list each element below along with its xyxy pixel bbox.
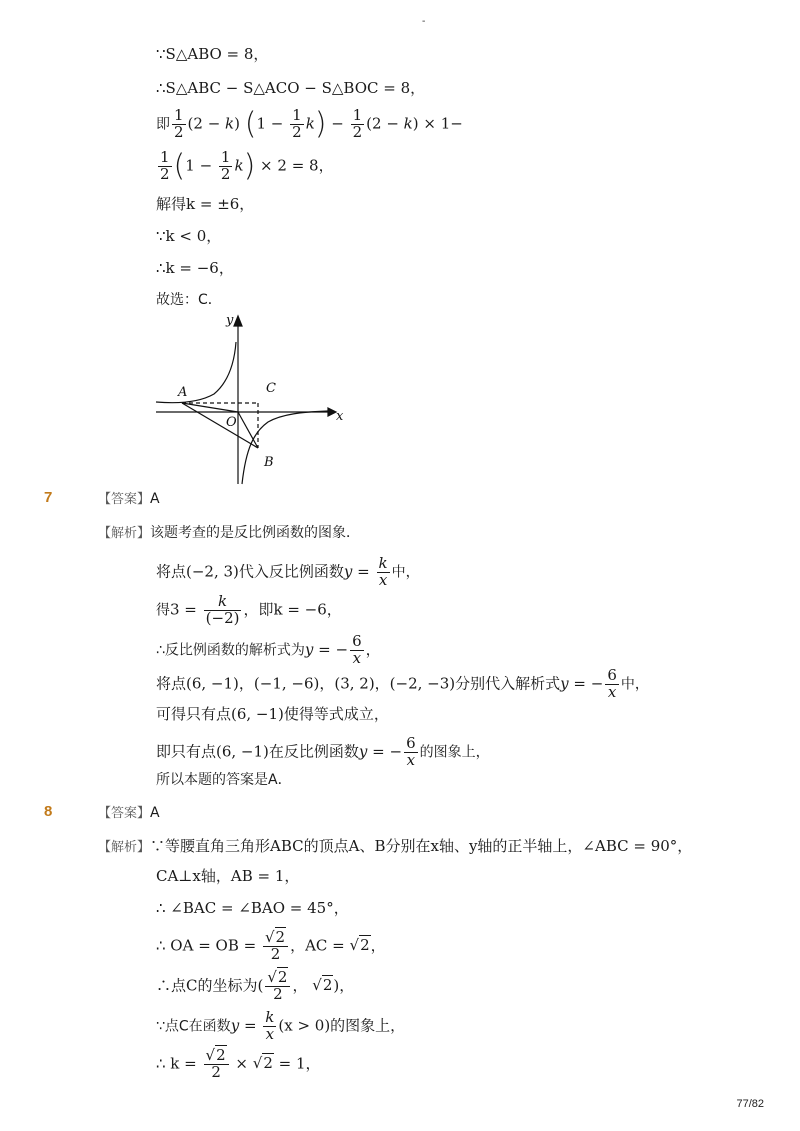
label-a: A	[178, 385, 188, 400]
q6-line-4: $\frac{1}{2}$ (1 − $\frac{1}{2}$ k) × 2 = 8，	[160, 148, 334, 184]
question-number-8: 8	[44, 803, 53, 820]
q7-analysis-tag: 【解析】	[98, 526, 151, 541]
q7-step-7: 所以本题的答案是A．	[156, 772, 292, 788]
q8-answer: A	[150, 805, 160, 821]
label-x: x	[336, 409, 344, 424]
q7-step-1: 将点(−2, 3)代入反比例函数y = $\frac{k}{x}$ 中，	[156, 554, 420, 589]
q6-line-1: ∵S△ABO = 8，	[156, 45, 269, 63]
q6-line-3-prefix: 即	[156, 116, 170, 133]
q8-step-2: CA⊥x轴，AB = 1，	[156, 867, 300, 885]
page-number: 77/82	[736, 1098, 764, 1110]
q8-analysis-tag: 【解析】	[98, 840, 151, 855]
q7-step-5: 可得只有点(6, −1)使得等式成立，	[156, 705, 389, 723]
q6-line-6: ∵k < 0，	[156, 227, 222, 245]
q6-line-7: ∴k = −6，	[156, 259, 234, 277]
x-axis-arrow	[328, 408, 336, 416]
q8-step-7: ∴ k = $\frac{√2}{2}$ × √2 = 1，	[156, 1046, 321, 1081]
label-c: C	[266, 381, 276, 396]
segment-ab	[182, 403, 258, 448]
hyperbola-figure	[150, 308, 350, 486]
q8-step-5: ∴点C的坐标为( $\frac{√2}{2}$ ， √2)，	[156, 968, 355, 1003]
q8-analysis-line	[98, 836, 692, 858]
q8-step-4: ∴ OA = OB = $\frac{√2}{2}$ ，AC = √2，	[156, 928, 386, 963]
q6-line-3: 即 $\frac{1}{2}$ (2 − k) (1 − $\frac{1}{2}$ k) − $\frac{1}{2}$ (2 − k) × 1−	[156, 106, 463, 142]
q8-step-6: ∵点C在函数y = $\frac{k}{x}$ (x > 0)的图象上，	[156, 1008, 406, 1043]
q8-answer-tag: 【答案】	[98, 806, 151, 821]
question-number-7: 7	[44, 489, 53, 506]
q7-step-3: ∴反比例函数的解析式为y = − $\frac{6}{x}$ ，	[156, 632, 381, 667]
q7-answer: A	[150, 491, 160, 507]
q6-line-2: ∴S△ABC − S△ACO − S△BOC = 8，	[156, 79, 426, 97]
q6-line-5: 解得k = ±6，	[156, 195, 255, 213]
q7-answer-line	[98, 488, 160, 510]
q7-answer-tag: 【答案】	[98, 492, 151, 507]
q7-step-6: 即只有点(6, −1)在反比例函数y = − $\frac{6}{x}$ 的图象上，	[156, 734, 490, 769]
label-b: B	[264, 455, 274, 470]
y-axis-arrow	[234, 316, 242, 326]
label-o: O	[226, 415, 237, 430]
q8-step-1: ∵等腰直角三角形ABC的顶点A、B分别在x轴、y轴的正半轴上，∠ABC = 90°，	[150, 837, 693, 855]
top-mark: -	[422, 16, 426, 27]
label-y: y	[226, 313, 234, 328]
q7-intro: 该题考查的是反比例函数的图象．	[150, 525, 361, 541]
q8-answer-line	[98, 802, 160, 824]
q6-line-8: 故选：C．	[156, 292, 222, 308]
q7-analysis-line	[98, 522, 360, 544]
hyperbola-branch-left	[156, 342, 236, 403]
q7-step-4: 将点(6, −1)，(−1, −6)，(3, 2)，(−2, −3)分别代入解析式y = − $\frac{6}{x}$ 中，	[156, 666, 649, 701]
q8-step-3: ∴ ∠BAC = ∠BAO = 45°，	[156, 899, 349, 917]
q7-step-2: 得3 = $\frac{k}{(-2)}$ ，即k = −6，	[156, 592, 342, 627]
hyperbola-branch-right	[242, 411, 328, 484]
